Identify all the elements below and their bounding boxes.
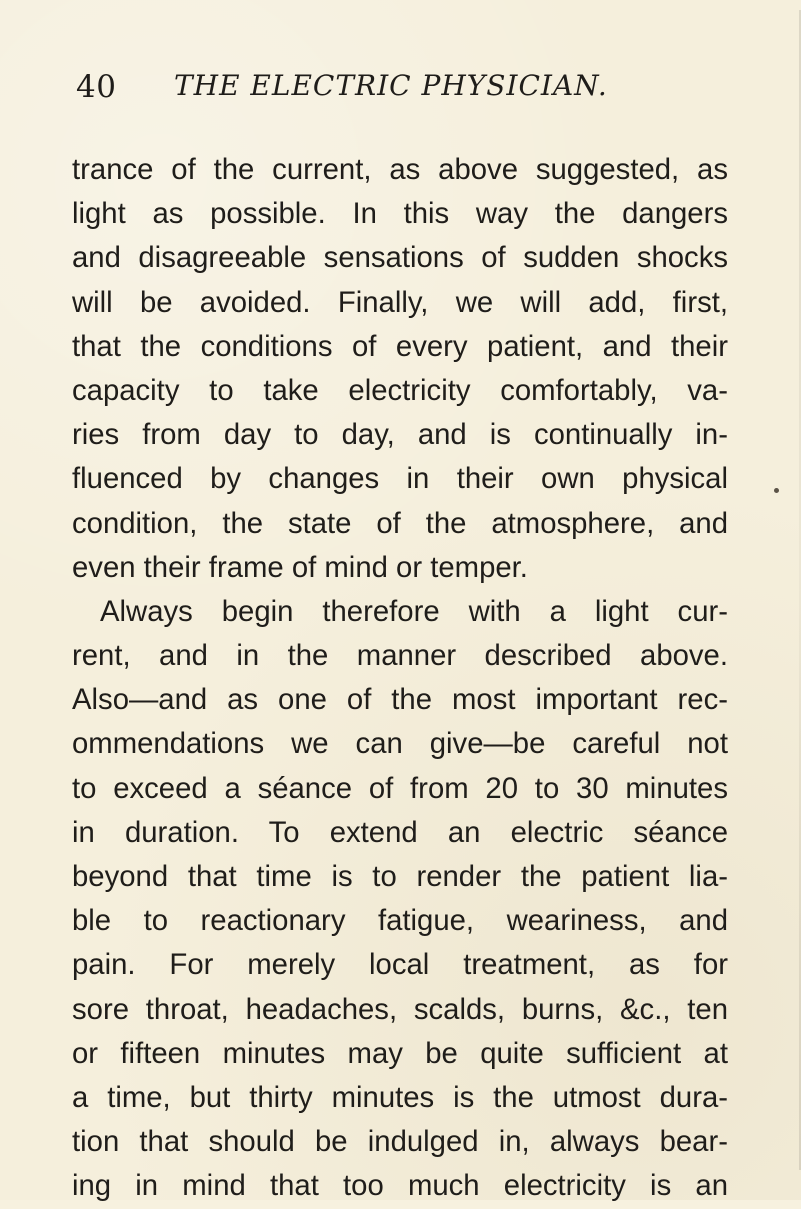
text-line: ing in mind that too much electricity is an — [72, 1169, 728, 1203]
page-number: 40 — [76, 69, 117, 105]
text-line: a time, but thirty minutes is the utmost dura- — [72, 1080, 728, 1114]
text-line: or fifteen minutes may be quite sufficient at — [72, 1036, 728, 1070]
paragraph-start-line: Always begin therefore with a light cur- — [100, 594, 728, 628]
text-line: tion that should be indulged in, always bear- — [72, 1125, 728, 1159]
text-line: light as possible. In this way the dangers — [72, 197, 728, 231]
text-line: capacity to take electricity comfortably, va- — [72, 373, 728, 407]
text-line: sore throat, headaches, scalds, burns, &c., ten — [72, 992, 728, 1026]
text-line: condition, the state of the atmosphere, and — [72, 506, 728, 540]
text-line: ommendations we can give—be careful not — [72, 727, 728, 761]
text-line: in duration. To extend an electric séance — [72, 815, 728, 849]
text-line: rent, and in the manner described above. — [72, 639, 728, 673]
text-line: to exceed a séance of from 20 to 30 minutes — [72, 771, 728, 805]
text-line: that the conditions of every patient, and their — [72, 329, 728, 363]
text-line: and disagreeable sensations of sudden shocks — [72, 241, 728, 275]
text-line: even their frame of mind or temper. — [72, 550, 528, 584]
text-line: ble to reactionary fatigue, weariness, and — [72, 904, 728, 938]
text-line: trance of the current, as above suggested, as — [72, 153, 728, 186]
body-text — [72, 148, 728, 1209]
text-line: beyond that time is to render the patient lia- — [72, 860, 728, 893]
running-title: THE ELECTRIC PHYSICIAN. — [174, 69, 608, 102]
text-line: pain. For merely local treatment, as for — [72, 948, 728, 982]
text-line: ries from day to day, and is continually in- — [72, 418, 728, 452]
text-line: Also—and as one of the most important rec- — [72, 683, 728, 717]
text-line: will be avoided. Finally, we will add, first, — [72, 285, 728, 319]
text-line: fluenced by changes in their own physical — [72, 462, 728, 496]
page-header — [76, 69, 726, 112]
ink-dot — [774, 488, 779, 493]
